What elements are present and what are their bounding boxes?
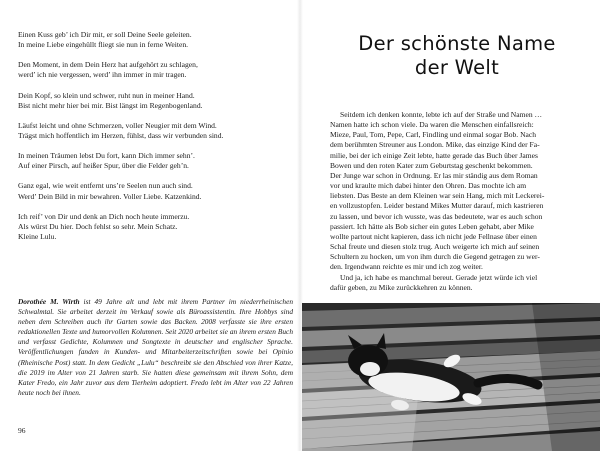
story-line: Und ja, ich habe es manchmal bereut. Gerade jetzt würde ich viel	[340, 272, 538, 282]
story-text	[330, 110, 584, 293]
poem-stanza	[18, 91, 288, 111]
story-line: liebsten. Das Beste an dem Kleinen war sein Hang, mich mit Leckerei-	[330, 191, 545, 201]
poem-line: Werd’ Dein Bild in mir bewahren. Voller Liebe. Katzenkind.	[18, 191, 202, 201]
poem-stanza	[18, 151, 288, 171]
author-bio	[18, 297, 293, 398]
poem	[18, 30, 288, 252]
sleeping-cat-photo	[302, 303, 600, 451]
story-title-line-2: der Welt	[414, 56, 500, 79]
poem-line: Ich reif’ von Dir und denk an Dich noch heute immerzu.	[18, 211, 190, 221]
poem-line: Auf einer Pirsch, auf heißer Spur, über die Felder geh’n.	[18, 161, 189, 171]
story-line: passiert. Ich hätte als Bob sicher ein gutes Leben gehabt, aber Mike	[330, 221, 534, 231]
poem-stanza	[18, 30, 288, 50]
story-line: vor und kraulte mich dabei hinter den Ohren. Das mochte ich am	[330, 181, 527, 191]
story-line: Schal freute und diesen stolz trug. Auch weigerte ich mich auf seinen	[330, 242, 540, 252]
story-title-line-1: Der schönste Name	[358, 32, 556, 55]
poem-line: Kleine Lulu.	[18, 231, 57, 241]
story-line: wollte partout nicht kapieren, dass ich nicht jede Fellnase über einen	[330, 231, 537, 241]
poem-line: Trägst mich hoffentlich im Herzen, fühlst, dass wir verbunden sind.	[18, 130, 224, 140]
story-line: den. Irgendwann reichte es mir und ich zog weiter.	[330, 262, 483, 272]
poem-line: Ganz egal, wie weit entfernt uns’re Seelen nun auch sind.	[18, 181, 193, 191]
poem-line: In meine Liebe eingehüllt fliegt sie nun in ferne Weiten.	[18, 40, 189, 50]
story-line: Schultern zu hocken, um von ihm durch die Gegend getragen zu wer-	[330, 252, 540, 262]
poem-line: Den Moment, in dem Dein Herz hat aufgehört zu schlagen,	[18, 60, 198, 70]
poem-line: Einen Kuss geb’ ich Dir mit, er soll Deine Seele geleiten.	[18, 30, 192, 39]
cat-on-bench-image	[302, 303, 600, 451]
story-title	[330, 32, 584, 80]
author-bio-text: ist 49 Jahre alt und lebt mit ihrem Partner im niederrheinischen Schwalmtal. Sie arbeitet derzeit im Verkauf sowie als Büroassistentin. Ihre Hobbys sind neben dem Schreiben auch ihr Garten sowie das Backen. 2008 verfasste sie ihre ersten redaktionellen Texte und humorvollen Kolumnen. Seit 2020 arbeitet sie an ihrem ersten Buch und verfasst Gedichte, Kolumnen und Songtexte in deutscher und englischer Sprache. Veröffentlichungen fanden in Kunden- und Mitarbeiterzeitschriften sowie bei Opinio (Rheinische Post) statt. In dem Gedicht „Lulu“ beschreibt sie den Abschied von ihrer Katze, die 2019 im Alter von 21 Jahren starb. Sie hatten diese gemeinsam mit ihrem Sohn, dem Kater Fredo, ein Jahr zuvor aus dem Tierheim adoptiert. Fredo lebt im Alter von 22 Jahren heute noch bei ihnen.	[18, 297, 293, 397]
author-name: Dorothée M. Wirth	[18, 297, 80, 306]
poem-stanza	[18, 212, 288, 242]
story-line: zu lassen, und bevor ich wusste, was das bedeutete, war es auch schon	[330, 211, 543, 221]
story-line: Namen hatte ich schon viele. Da waren die Menschen einfallsreich:	[330, 120, 534, 130]
story-line: dafür geben, zu Mike zurückkehren zu können.	[330, 282, 473, 292]
poem-line: Als würst Du hier. Doch fehlst so sehr. Mein Schatz.	[18, 221, 178, 231]
poem-stanza	[18, 60, 288, 80]
story-line: Seitdem ich denken konnte, lebte ich auf der Straße und Namen …	[340, 110, 543, 119]
poem-line: werd’ ich nie vergessen, werd’ ihn immer in mir tragen.	[18, 70, 187, 80]
poem-stanza	[18, 121, 288, 141]
story-line: Bowen und den roten Kater zum Geburtstag geschenkt bekommen.	[330, 160, 533, 170]
poem-line: Dein Kopf, so klein und schwer, ruht nun in meiner Hand.	[18, 90, 195, 100]
story-line: dem berühmten Streuner aus London. Mike, das einzige Kind der Fa-	[330, 140, 540, 150]
poem-line: Bist nicht mehr hier bei mir. Bist längst im Regenbogenland.	[18, 100, 203, 110]
story-line: milie, bei der ich einige Zeit lebte, hatte gerade das Buch über James	[330, 150, 538, 160]
poem-stanza	[18, 181, 288, 201]
poem-line: In meinen Träumen lebst Du fort, kann Dich immer sehn’.	[18, 151, 195, 161]
story-line: en vollzustopfen. Leider bestand Mikes Mutter darauf, mich kastrieren	[330, 201, 544, 211]
story-line: Der Junge war schon in Ordnung. Er las mir ständig aus dem Roman	[330, 170, 538, 180]
story-line: Mieze, Paul, Tom, Pepe, Carl, Findling und einmal sogar Bob. Nach	[330, 130, 537, 140]
page-number: 96	[18, 426, 26, 435]
poem-line: Läufst leicht und ohne Schmerzen, voller Neugier mit dem Wind.	[18, 120, 217, 130]
